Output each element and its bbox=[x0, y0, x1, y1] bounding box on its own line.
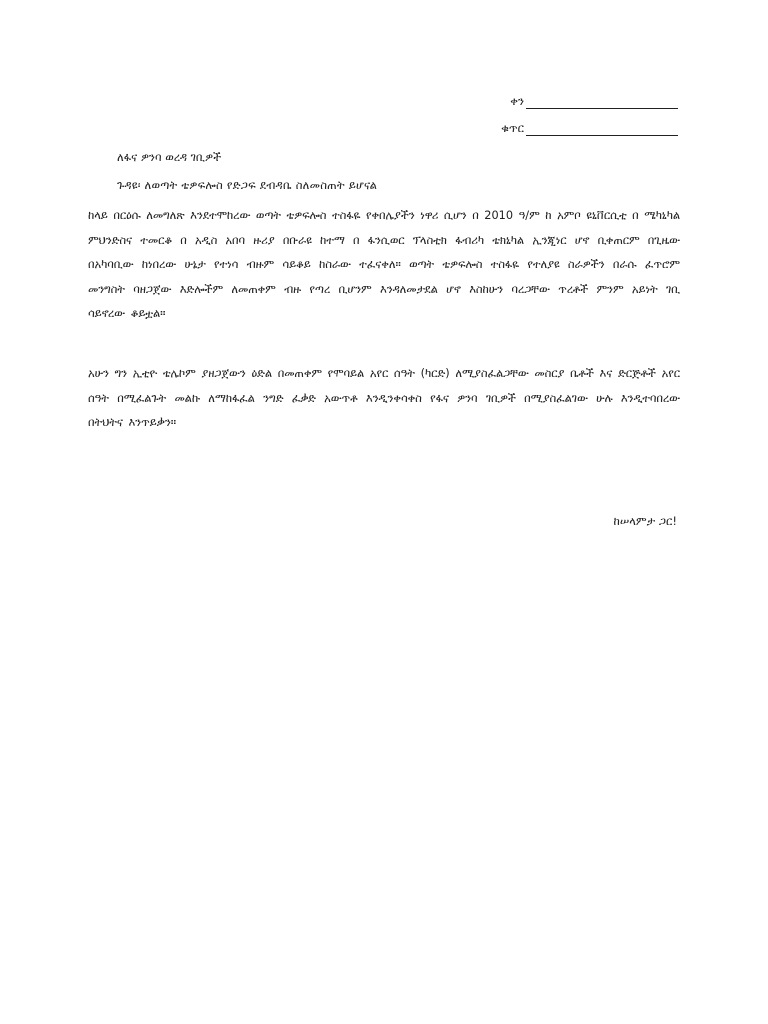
date-blank-line bbox=[526, 96, 678, 109]
reference-number-label: ቁጥር bbox=[501, 121, 524, 135]
reference-number-blank-line bbox=[526, 123, 678, 136]
recipient-line: ለፋና ዎንባ ወረዳ ገቢዎች bbox=[117, 150, 222, 164]
subject-line: ጉዳዩ፡ ለወጣት ቴዎፍሎስ የድጋፍ ደብዳቤ ስለመስጠት ይሆናል bbox=[117, 178, 378, 192]
body-paragraph-2: አሁን ግን ኢቲዮ ቴሌኮም ያዘጋጀውን ዕድል በመጠቀም የሞባይል አየር ሰዓት (ካርድ) ለሚያስፈልጋቸው መስርያ ቤቶች እና ድርጅቶች አየር ሰዓት በሚፈልጉት መልኩ ለማከፋፈል ንግድ ፈቃድ አውጥቶ እንዲንቀሳቀስ የፋና ዎንባ ገቢዎች በሚያስፈልገው ሁሉ እንዲተባበረው በትህትና እንጥይቃን። bbox=[88, 367, 680, 430]
date-field bbox=[510, 94, 678, 109]
body-paragraph-1: ከላይ በርዕሱ ለመግለጽ እንደተሞከረው ወጣት ቴዎፍሎስ ተስፋዬ የቀበሌያችን ነዋሪ ሲሆን በ 2010 ዓ/ም ከ አምቦ ዩኒቨርሲቲ በ ሜካኒካል ምህንድስና ተመርቆ በ አዲስ አበባ ዙሪያ በቡራዩ ከተማ በ ፋንሲወር ፕላስቲክ ፋብሪካ ቴክኒካል ኢንጂነር ሆኖ ቢቀጠርም በጊዜው በአካባቢው ከነበረው ሁኔታ የተነሳ ብዙም ሳይቆይ ከስራው ተፈናቀለ። ወጣት ቴዎፍሎስ ተስፋዬ የተለያዩ ስራዎችን በራሱ ፈጥሮም መንግስት ባዘጋጀው እድሎችም ለመጠቀም ብዙ የጣረ ቢሆንም እንዳለመታደል ሆኖ እስከሁን ባረጋቸው ጥረቶች ምንም አይነት ገቢ ሳይኖረው ቆይቷል። bbox=[88, 209, 680, 321]
closing-salutation: ከሠላምታ ጋር! bbox=[613, 514, 677, 528]
date-label: ቀን bbox=[510, 94, 524, 108]
reference-number-field bbox=[501, 121, 678, 136]
